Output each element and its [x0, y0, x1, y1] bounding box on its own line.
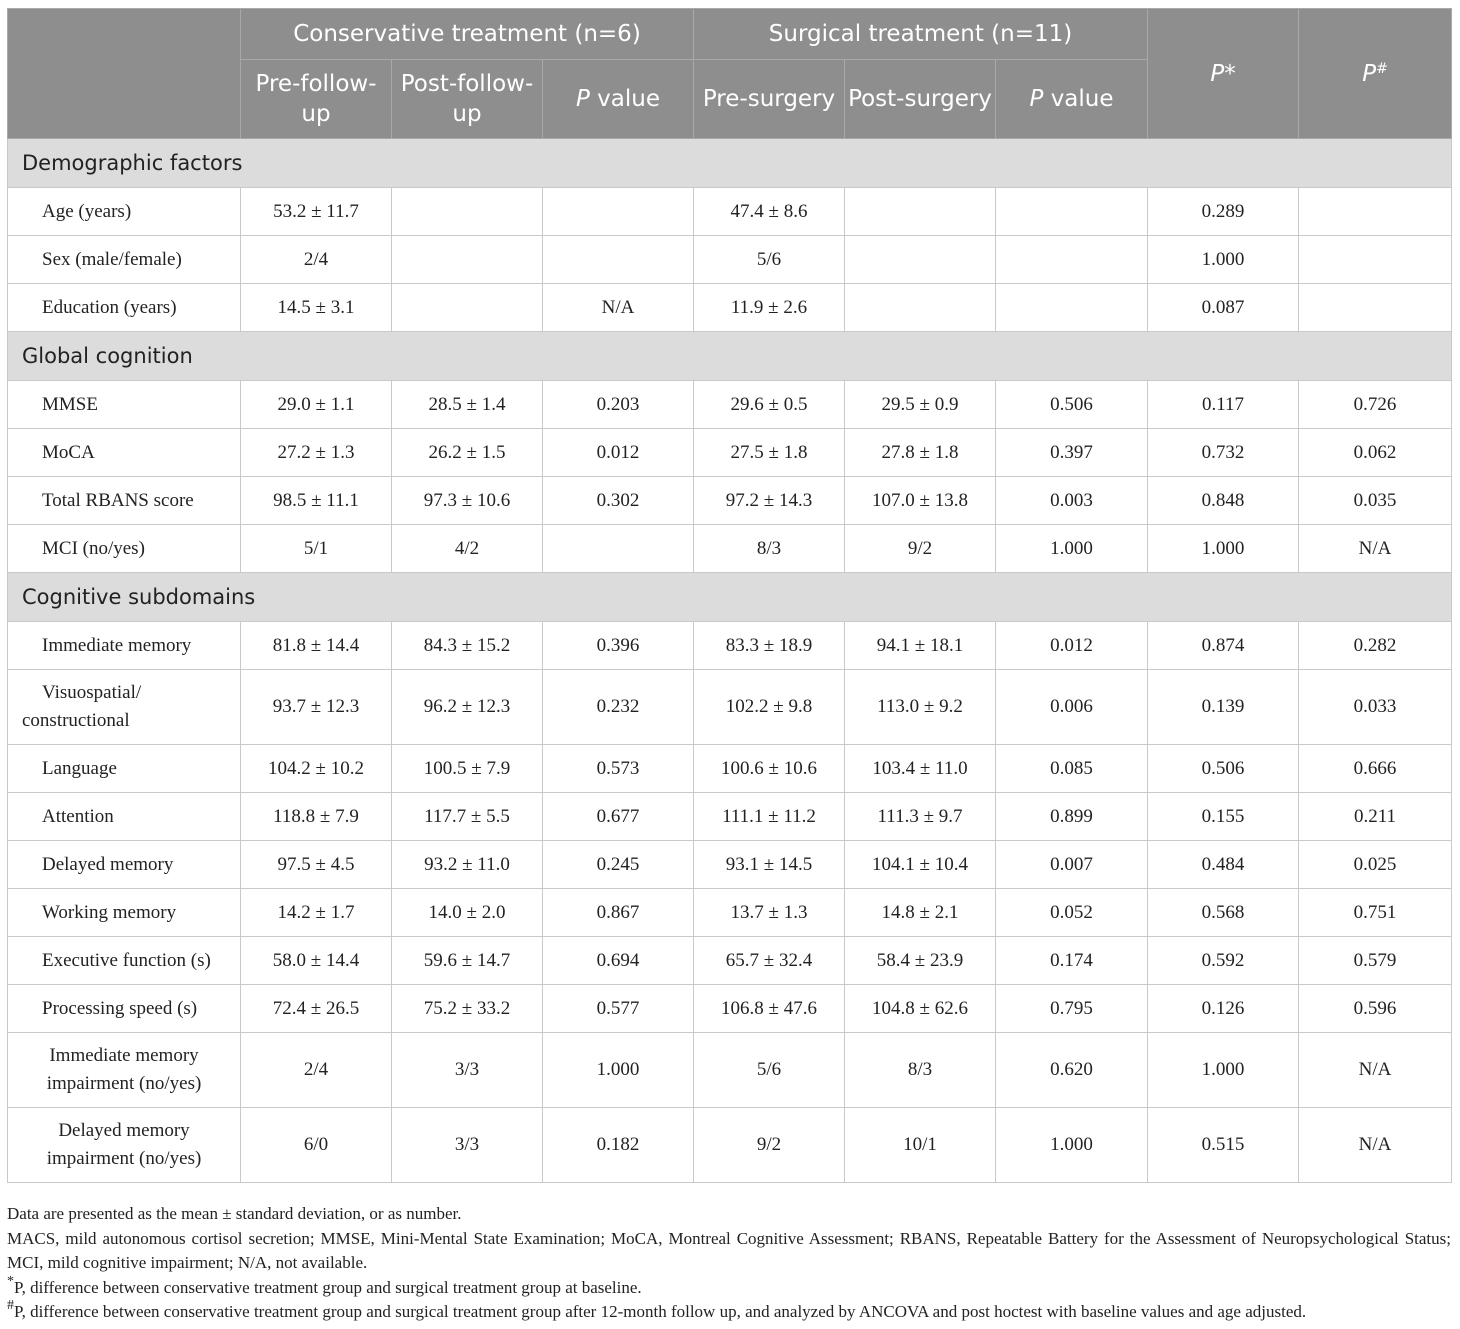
cell: 1.000 [996, 1108, 1148, 1183]
cell: 47.4 ± 8.6 [694, 188, 845, 236]
section-subdomains: Cognitive subdomains [8, 573, 1452, 622]
cell: N/A [1299, 1033, 1452, 1108]
cell: 0.203 [543, 381, 694, 429]
cell: 0.085 [996, 745, 1148, 793]
cell: 11.9 ± 2.6 [694, 284, 845, 332]
cell: 97.3 ± 10.6 [392, 477, 543, 525]
cell: 0.726 [1299, 381, 1452, 429]
cell: 2/4 [241, 1033, 392, 1108]
cell: N/A [1299, 525, 1452, 573]
header-post-surgery: Post-surgery [845, 60, 996, 139]
cell: 100.6 ± 10.6 [694, 745, 845, 793]
cell [1299, 236, 1452, 284]
cell: 1.000 [1148, 1033, 1299, 1108]
cell: 9/2 [694, 1108, 845, 1183]
cell: 0.012 [543, 429, 694, 477]
cell: 0.579 [1299, 937, 1452, 985]
cell: 53.2 ± 11.7 [241, 188, 392, 236]
cell: 27.8 ± 1.8 [845, 429, 996, 477]
cell: 3/3 [392, 1108, 543, 1183]
cell [845, 188, 996, 236]
table-footnotes [7, 1202, 1451, 1325]
header-p-value-surgical [996, 60, 1148, 139]
cell [996, 188, 1148, 236]
cell: 0.397 [996, 429, 1148, 477]
cell: 104.2 ± 10.2 [241, 745, 392, 793]
cell: 5/6 [694, 1033, 845, 1108]
cell: 14.5 ± 3.1 [241, 284, 392, 332]
table-row [8, 236, 1452, 284]
cell: 6/0 [241, 1108, 392, 1183]
header-pre-surgery: Pre-surgery [694, 60, 845, 139]
cell: 93.1 ± 14.5 [694, 841, 845, 889]
cell: 0.012 [996, 622, 1148, 670]
cell: 0.596 [1299, 985, 1452, 1033]
row-label: Total RBANS score [8, 477, 241, 525]
table-row [8, 622, 1452, 670]
cell: 0.025 [1299, 841, 1452, 889]
cell: 0.033 [1299, 670, 1452, 745]
footnote-p-hash [7, 1300, 1451, 1325]
cell: 29.6 ± 0.5 [694, 381, 845, 429]
cell: 14.0 ± 2.0 [392, 889, 543, 937]
cell [845, 284, 996, 332]
cell: 14.8 ± 2.1 [845, 889, 996, 937]
cell: 58.0 ± 14.4 [241, 937, 392, 985]
cell: 97.2 ± 14.3 [694, 477, 845, 525]
cell: 104.1 ± 10.4 [845, 841, 996, 889]
row-label: Working memory [8, 889, 241, 937]
cell: 0.035 [1299, 477, 1452, 525]
cell: 0.732 [1148, 429, 1299, 477]
cell: 58.4 ± 23.9 [845, 937, 996, 985]
row-label: MoCA [8, 429, 241, 477]
row-label: Age (years) [8, 188, 241, 236]
cell: 96.2 ± 12.3 [392, 670, 543, 745]
footnote-data-format: Data are presented as the mean ± standard deviation, or as number. [7, 1204, 462, 1223]
cell: 75.2 ± 33.2 [392, 985, 543, 1033]
cell [392, 284, 543, 332]
row-label-line1: Immediate memory [49, 1045, 199, 1066]
cell: 8/3 [845, 1033, 996, 1108]
cell: 3/3 [392, 1033, 543, 1108]
footnote-star-text: P, difference between conservative treatment group and surgical treatment group at baseline. [14, 1277, 642, 1297]
cell: 100.5 ± 7.9 [392, 745, 543, 793]
cell: 29.5 ± 0.9 [845, 381, 996, 429]
cell: 59.6 ± 14.7 [392, 937, 543, 985]
row-label: MMSE [8, 381, 241, 429]
table-row [8, 985, 1452, 1033]
cell: 111.1 ± 11.2 [694, 793, 845, 841]
cell: 94.1 ± 18.1 [845, 622, 996, 670]
cell: 0.007 [996, 841, 1148, 889]
cell [996, 284, 1148, 332]
cell: 113.0 ± 9.2 [845, 670, 996, 745]
header-p-hash [1299, 9, 1452, 139]
table-row [8, 889, 1452, 937]
cell: 5/1 [241, 525, 392, 573]
row-label: MCI (no/yes) [8, 525, 241, 573]
row-label: Processing speed (s) [8, 985, 241, 1033]
header-p-hash-letter: P [1362, 60, 1377, 87]
cell: 111.3 ± 9.7 [845, 793, 996, 841]
cell: 0.568 [1148, 889, 1299, 937]
cell: 102.2 ± 9.8 [694, 670, 845, 745]
footnote-hash-mark: # [7, 1298, 14, 1314]
cell: 0.087 [1148, 284, 1299, 332]
cell: 0.003 [996, 477, 1148, 525]
cell: 84.3 ± 15.2 [392, 622, 543, 670]
cell: 0.126 [1148, 985, 1299, 1033]
cell: 0.620 [996, 1033, 1148, 1108]
cell: 65.7 ± 32.4 [694, 937, 845, 985]
cell: 4/2 [392, 525, 543, 573]
cell: 9/2 [845, 525, 996, 573]
row-label-line2: constructional [22, 710, 130, 731]
cell [392, 188, 543, 236]
row-label: Delayed memory [8, 841, 241, 889]
header-post-follow-up: Post-follow-up [392, 60, 543, 139]
cell [543, 525, 694, 573]
cell: 0.899 [996, 793, 1148, 841]
cell: 0.795 [996, 985, 1148, 1033]
cell: 0.211 [1299, 793, 1452, 841]
cell: 14.2 ± 1.7 [241, 889, 392, 937]
cell: 0.573 [543, 745, 694, 793]
table-row [8, 429, 1452, 477]
table-row [8, 477, 1452, 525]
row-label: Executive function (s) [8, 937, 241, 985]
cell: 5/6 [694, 236, 845, 284]
cell: 1.000 [1148, 236, 1299, 284]
cell: 0.848 [1148, 477, 1299, 525]
row-label: Attention [8, 793, 241, 841]
cell: 0.867 [543, 889, 694, 937]
value-word: value [1050, 86, 1114, 112]
cell: 0.874 [1148, 622, 1299, 670]
row-label [8, 1033, 241, 1108]
row-label: Education (years) [8, 284, 241, 332]
cell: 97.5 ± 4.5 [241, 841, 392, 889]
cell: 0.506 [996, 381, 1148, 429]
table-row [8, 793, 1452, 841]
cell: 0.232 [543, 670, 694, 745]
header-surgical-group: Surgical treatment (n=11) [694, 9, 1148, 60]
section-global: Global cognition [8, 332, 1452, 381]
table-row [8, 937, 1452, 985]
row-label-line2: impairment (no/yes) [46, 1148, 202, 1169]
row-label-line1: Visuospatial/ [42, 682, 142, 703]
section-demographic: Demographic factors [8, 139, 1452, 188]
cell: 118.8 ± 7.9 [241, 793, 392, 841]
value-word: value [597, 86, 660, 112]
cell: 83.3 ± 18.9 [694, 622, 845, 670]
cell [543, 188, 694, 236]
cell: 0.245 [543, 841, 694, 889]
table-row [8, 188, 1452, 236]
cell [845, 236, 996, 284]
cell: 26.2 ± 1.5 [392, 429, 543, 477]
cell [1299, 188, 1452, 236]
results-table [7, 8, 1452, 1183]
cell: 104.8 ± 62.6 [845, 985, 996, 1033]
table-row [8, 1033, 1452, 1108]
cell: 106.8 ± 47.6 [694, 985, 845, 1033]
cell: 93.2 ± 11.0 [392, 841, 543, 889]
header-conservative-group: Conservative treatment (n=6) [241, 9, 694, 60]
cell: 28.5 ± 1.4 [392, 381, 543, 429]
row-label [8, 1108, 241, 1183]
cell: 0.506 [1148, 745, 1299, 793]
cell: N/A [1299, 1108, 1452, 1183]
cell: 0.062 [1299, 429, 1452, 477]
cell: 0.484 [1148, 841, 1299, 889]
cell: 72.4 ± 26.5 [241, 985, 392, 1033]
cell: 0.677 [543, 793, 694, 841]
header-p-hash-sup: # [1376, 60, 1388, 77]
p-letter: P [1029, 86, 1044, 112]
table-row [8, 381, 1452, 429]
cell: 117.7 ± 5.5 [392, 793, 543, 841]
cell [392, 236, 543, 284]
footnote-p-star [7, 1273, 1451, 1301]
cell: 0.006 [996, 670, 1148, 745]
section-row [8, 139, 1452, 188]
table-row [8, 670, 1452, 745]
cell: 0.282 [1299, 622, 1452, 670]
cell: 0.396 [543, 622, 694, 670]
cell: 1.000 [996, 525, 1148, 573]
cell: 27.5 ± 1.8 [694, 429, 845, 477]
cell: 10/1 [845, 1108, 996, 1183]
cell: 107.0 ± 13.8 [845, 477, 996, 525]
cell [996, 236, 1148, 284]
cell: 98.5 ± 11.1 [241, 477, 392, 525]
row-label: Language [8, 745, 241, 793]
row-label [8, 670, 241, 745]
section-row [8, 573, 1452, 622]
row-label-line1: Delayed memory [58, 1120, 190, 1141]
cell: 0.155 [1148, 793, 1299, 841]
cell: 27.2 ± 1.3 [241, 429, 392, 477]
cell: 0.117 [1148, 381, 1299, 429]
header-pre-follow-up: Pre-follow-up [241, 60, 392, 139]
cell: 8/3 [694, 525, 845, 573]
table-row [8, 745, 1452, 793]
footnote-star-mark: * [7, 1273, 14, 1289]
table-body [8, 139, 1452, 1183]
cell: 0.182 [543, 1108, 694, 1183]
table-row [8, 525, 1452, 573]
cell: 0.751 [1299, 889, 1452, 937]
p-letter: P [575, 86, 590, 112]
cell: 13.7 ± 1.3 [694, 889, 845, 937]
cell: 1.000 [1148, 525, 1299, 573]
cell: 0.515 [1148, 1108, 1299, 1183]
cell: 0.302 [543, 477, 694, 525]
section-row [8, 332, 1452, 381]
table-header [8, 9, 1452, 139]
row-label: Sex (male/female) [8, 236, 241, 284]
footnote-abbreviations: MACS, mild autonomous cortisol secretion; MMSE, Mini-Mental State Examination; MoCA, Montreal Cognitive Assessment; RBANS, Repeatable Battery for the Assessment of Neuropsychological Status; MCI, mild cognitive impairment; N/A, not available. [7, 1228, 1451, 1273]
footnote-hash-text: P, difference between conservative treatment group and surgical treatment group after 12-month follow up, and analyzed by ANCOVA and post hoctest with baseline values and age adjusted. [14, 1302, 1307, 1322]
cell: 29.0 ± 1.1 [241, 381, 392, 429]
cell: 0.666 [1299, 745, 1452, 793]
cell: 93.7 ± 12.3 [241, 670, 392, 745]
header-blank-cell [8, 9, 241, 139]
cell: 0.577 [543, 985, 694, 1033]
cell [543, 236, 694, 284]
table-row [8, 1108, 1452, 1183]
cell: 0.289 [1148, 188, 1299, 236]
row-label-line2: impairment (no/yes) [46, 1073, 202, 1094]
cell: 0.694 [543, 937, 694, 985]
header-p-value-conservative [543, 60, 694, 139]
cell: N/A [543, 284, 694, 332]
cell [1299, 284, 1452, 332]
cell: 103.4 ± 11.0 [845, 745, 996, 793]
table-row [8, 841, 1452, 889]
cell: 81.8 ± 14.4 [241, 622, 392, 670]
cell: 1.000 [543, 1033, 694, 1108]
header-p-star: P* [1148, 9, 1299, 139]
cell: 2/4 [241, 236, 392, 284]
cell: 0.052 [996, 889, 1148, 937]
cell: 0.174 [996, 937, 1148, 985]
row-label: Immediate memory [8, 622, 241, 670]
table-row [8, 284, 1452, 332]
cell: 0.592 [1148, 937, 1299, 985]
cell: 0.139 [1148, 670, 1299, 745]
